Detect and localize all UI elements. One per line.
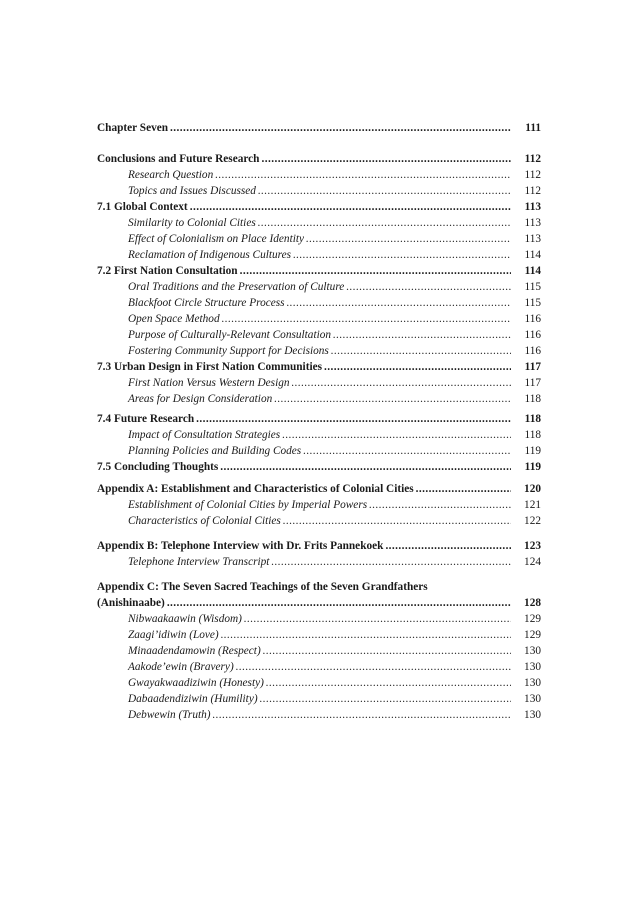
toc-entry-title: Purpose of Culturally-Relevant Consultation (128, 329, 332, 341)
toc-page-number: 119 (524, 461, 541, 473)
toc-page-number: 129 (524, 613, 541, 625)
toc-entry-aakodeewin[interactable] (97, 659, 541, 675)
toc-entry-research-question[interactable] (97, 167, 541, 183)
leader-dots (170, 120, 511, 136)
leader-dots (167, 595, 511, 611)
toc-page-number: 116 (524, 345, 541, 357)
leader-dots (324, 359, 511, 375)
toc-page-number: 129 (524, 629, 541, 641)
leader-dots (271, 554, 511, 570)
toc-entry-fostering-support[interactable] (97, 343, 541, 359)
toc-page-number: 113 (524, 233, 541, 245)
toc-entry-purpose-consultation[interactable] (97, 327, 541, 343)
toc-entry-title: Fostering Community Support for Decisions (128, 345, 329, 357)
toc-entry-similarity[interactable] (97, 215, 541, 231)
toc-entry-title: (Anishinaabe) (97, 597, 165, 609)
toc-entry-chapter-seven[interactable] (97, 120, 541, 136)
toc-entry-title: Aakode’ewin (Bravery) (128, 661, 234, 673)
leader-dots (240, 263, 511, 279)
leader-dots (293, 247, 511, 263)
toc-entry-title: Minaadendamowin (Respect) (128, 645, 261, 657)
leader-dots (215, 167, 511, 183)
toc-entry-title: Debwewin (Truth) (128, 709, 211, 721)
toc-entry-title: Areas for Design Consideration (128, 393, 273, 405)
toc-page-number: 115 (524, 297, 541, 309)
toc-entry-title: 7.3 Urban Design in First Nation Communities (97, 361, 323, 373)
toc-page-number: 114 (524, 249, 541, 261)
toc-entry-title: Oral Traditions and the Preservation of Culture (128, 281, 345, 293)
leader-dots (282, 427, 511, 443)
leader-dots (236, 659, 511, 675)
toc-entry-title: Gwayakwaadiziwin (Honesty) (128, 677, 264, 689)
leader-dots (221, 627, 511, 643)
toc-page-number: 130 (524, 645, 541, 657)
toc-entry-title: Zaagi’idiwin (Love) (128, 629, 219, 641)
leader-dots (220, 459, 511, 475)
toc-page-number: 120 (524, 483, 541, 495)
toc-page-number: 115 (524, 281, 541, 293)
leader-dots (274, 391, 511, 407)
toc-entry-title: First Nation Versus Western Design (128, 377, 290, 389)
leader-dots (292, 375, 511, 391)
toc-entry-title: Appendix A: Establishment and Characteristics of Colonial Cities (97, 483, 414, 495)
toc-entry-first-nation-consultation[interactable] (97, 263, 541, 279)
toc-entry-debwewin[interactable] (97, 707, 541, 723)
toc-entry-minaadendamowin[interactable] (97, 643, 541, 659)
toc-entry-impact-consultation[interactable] (97, 427, 541, 443)
toc-entry-title: Open Space Method (128, 313, 220, 325)
toc-page-number: 130 (524, 693, 541, 705)
toc-entry-gwayakwaadiziwin[interactable] (97, 675, 541, 691)
toc-entry-title: 7.1 Global Context (97, 201, 188, 213)
toc-page-number: 112 (524, 169, 541, 181)
toc-entry-title: Blackfoot Circle Structure Process (128, 297, 285, 309)
leader-dots (263, 643, 511, 659)
toc-page-number: 130 (524, 709, 541, 721)
toc-entry-title: Effect of Colonialism on Place Identity (128, 233, 305, 245)
leader-dots (369, 497, 511, 513)
toc-entry-title: Appendix B: Telephone Interview with Dr. Frits Pannekoek (97, 540, 384, 552)
toc-entry-topics-issues[interactable] (97, 183, 541, 199)
leader-dots (331, 343, 511, 359)
toc-entry-title: Telephone Interview Transcript (128, 556, 270, 568)
toc-page-number: 118 (524, 429, 541, 441)
leader-dots (213, 707, 511, 723)
toc-entry-planning-policies[interactable] (97, 443, 541, 459)
leader-dots (196, 411, 511, 427)
toc-entry-title: Characteristics of Colonial Cities (128, 515, 281, 527)
leader-dots (258, 183, 511, 199)
leader-dots (385, 538, 511, 554)
leader-dots (303, 443, 511, 459)
leader-dots (333, 327, 511, 343)
leader-dots (306, 231, 511, 247)
toc-entry-dabaadendiziwin[interactable] (97, 691, 541, 707)
toc-entry-areas-design[interactable] (97, 391, 541, 407)
toc-entry-title: Research Question (128, 169, 214, 181)
leader-dots (261, 151, 511, 167)
toc-entry-title: Chapter Seven (97, 122, 169, 134)
leader-dots (260, 691, 511, 707)
leader-dots (244, 611, 511, 627)
toc-entry-reclamation[interactable] (97, 247, 541, 263)
toc-entry-appendix-b[interactable] (97, 538, 541, 554)
toc-page-number: 112 (524, 153, 541, 165)
toc-entry-telephone-transcript[interactable] (97, 554, 541, 570)
toc-page-number: 130 (524, 661, 541, 673)
toc-entry-title: Nibwaakaawin (Wisdom) (128, 613, 242, 625)
toc-page-number: 121 (524, 499, 541, 511)
toc-page-number: 118 (524, 393, 541, 405)
leader-dots (283, 513, 511, 529)
toc-entry-title: Establishment of Colonial Cities by Imperial Powers (128, 499, 368, 511)
toc-page-number: 119 (524, 445, 541, 457)
toc-page-number: 113 (524, 217, 541, 229)
toc-entry-appendix-c[interactable] (97, 595, 541, 611)
toc-page-number: 118 (524, 413, 541, 425)
toc-entry-title: 7.4 Future Research (97, 413, 195, 425)
leader-dots (416, 481, 511, 497)
toc-entry-title: Similarity to Colonial Cities (128, 217, 256, 229)
toc-entry-conclusions[interactable] (97, 151, 541, 167)
toc-page-number: 113 (524, 201, 541, 213)
toc-entry-urban-design[interactable] (97, 359, 541, 375)
toc-entry-establishment[interactable] (97, 497, 541, 513)
leader-dots (222, 311, 511, 327)
toc-page-number: 114 (524, 265, 541, 277)
toc-entry-title: 7.5 Concluding Thoughts (97, 461, 219, 473)
toc-page-number: 112 (524, 185, 541, 197)
toc-entry-title: Reclamation of Indigenous Cultures (128, 249, 292, 261)
toc-entry-nibwaakaawin[interactable] (97, 611, 541, 627)
leader-dots (258, 215, 511, 231)
toc-page-number: 128 (524, 597, 541, 609)
toc-entry-title: Conclusions and Future Research (97, 153, 260, 165)
toc-entry-blackfoot-circle[interactable] (97, 295, 541, 311)
toc-page-number: 122 (524, 515, 541, 527)
toc-entry-concluding-thoughts[interactable] (97, 459, 541, 475)
toc-entry-fn-vs-western[interactable] (97, 375, 541, 391)
toc-page-number: 117 (524, 377, 541, 389)
toc-entry-effect-colonialism[interactable] (97, 231, 541, 247)
toc-entry-global-context[interactable] (97, 199, 541, 215)
table-of-contents (97, 120, 541, 723)
leader-dots (346, 279, 511, 295)
toc-entry-title: Topics and Issues Discussed (128, 185, 256, 197)
toc-entry-open-space[interactable] (97, 311, 541, 327)
toc-entry-oral-traditions[interactable] (97, 279, 541, 295)
toc-page-number: 124 (524, 556, 541, 568)
toc-page-number: 123 (524, 540, 541, 552)
leader-dots (190, 199, 511, 215)
toc-entry-appendix-c-line1[interactable]: Appendix C: The Seven Sacred Teachings of the Seven Grandfathers (97, 581, 428, 593)
toc-entry-zaagiidiwin[interactable] (97, 627, 541, 643)
toc-page-number: 117 (524, 361, 541, 373)
leader-dots (287, 295, 511, 311)
toc-entry-title: Planning Policies and Building Codes (128, 445, 302, 457)
toc-entry-appendix-a[interactable] (97, 481, 541, 497)
toc-page-number: 116 (524, 313, 541, 325)
toc-entry-characteristics[interactable] (97, 513, 541, 529)
toc-page-number: 130 (524, 677, 541, 689)
toc-entry-title: 7.2 First Nation Consultation (97, 265, 238, 277)
toc-page-number: 116 (524, 329, 541, 341)
toc-entry-title: Dabaadendiziwin (Humility) (128, 693, 258, 705)
toc-entry-title: Impact of Consultation Strategies (128, 429, 281, 441)
toc-page-number: 111 (525, 122, 541, 134)
toc-entry-future-research[interactable] (97, 411, 541, 427)
leader-dots (266, 675, 511, 691)
